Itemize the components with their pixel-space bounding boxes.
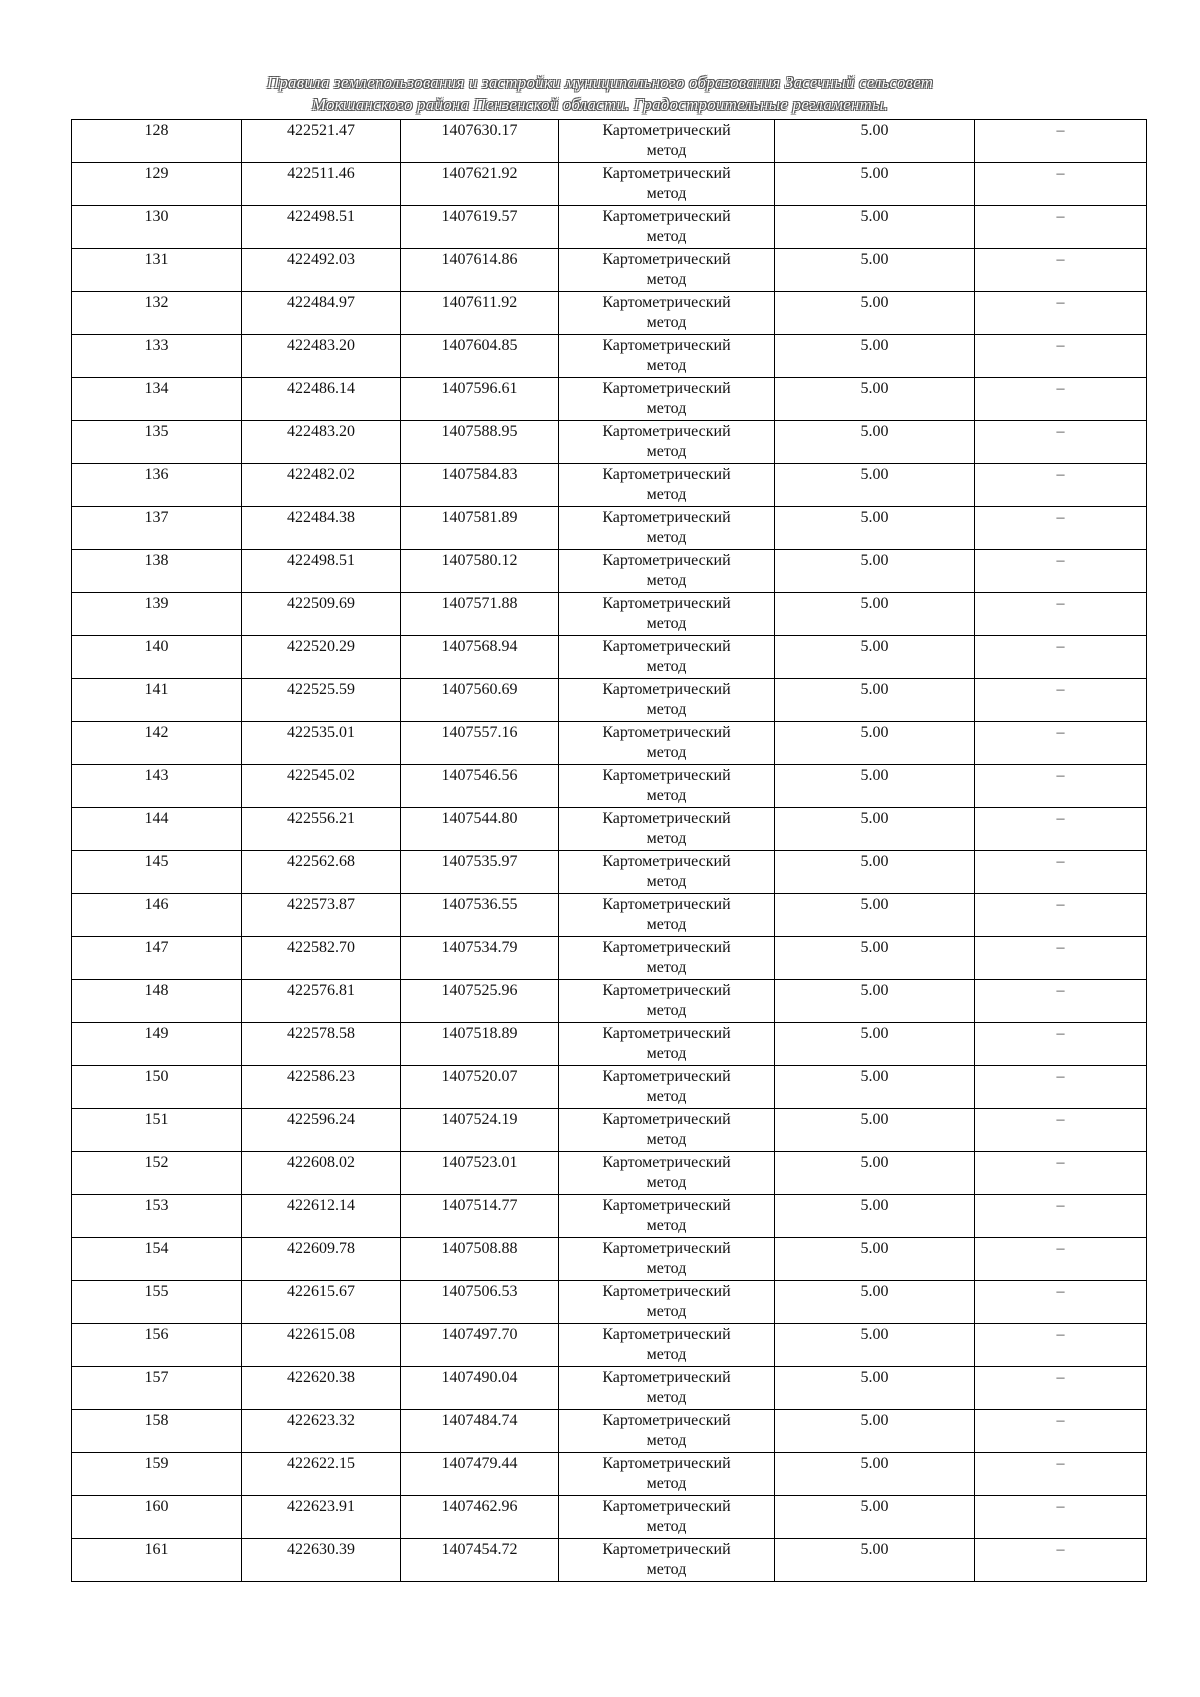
point-number-cell: 158 <box>72 1410 242 1453</box>
point-number-cell: 155 <box>72 1281 242 1324</box>
accuracy-cell: 5.00 <box>775 1066 975 1109</box>
point-number-cell: 135 <box>72 421 242 464</box>
accuracy-cell: 5.00 <box>775 937 975 980</box>
coordinate-x-cell: 422498.51 <box>242 550 401 593</box>
point-number-cell: 134 <box>72 378 242 421</box>
note-cell: – <box>975 120 1147 163</box>
coordinate-y-cell: 1407581.89 <box>401 507 559 550</box>
table-row <box>72 1496 1147 1539</box>
point-number-cell: 131 <box>72 249 242 292</box>
method-cell <box>559 636 775 679</box>
point-number-cell: 161 <box>72 1539 242 1582</box>
method-text: Картометрический метод <box>602 423 731 460</box>
table-row <box>72 808 1147 851</box>
accuracy-cell: 5.00 <box>775 894 975 937</box>
coordinate-x-cell: 422486.14 <box>242 378 401 421</box>
coordinate-x-cell: 422535.01 <box>242 722 401 765</box>
method-cell <box>559 335 775 378</box>
method-text: Картометрический метод <box>602 1197 731 1234</box>
note-cell: – <box>975 163 1147 206</box>
header-line-2: Мокшанского района Пензенской области. Градостроительные регламенты. <box>311 95 889 114</box>
coordinate-y-cell: 1407518.89 <box>401 1023 559 1066</box>
accuracy-cell: 5.00 <box>775 1496 975 1539</box>
table-row <box>72 120 1147 163</box>
coordinate-y-cell: 1407621.92 <box>401 163 559 206</box>
table-row <box>72 980 1147 1023</box>
coordinate-x-cell: 422630.39 <box>242 1539 401 1582</box>
method-text: Картометрический метод <box>602 853 731 890</box>
point-number-cell: 149 <box>72 1023 242 1066</box>
point-number-cell: 133 <box>72 335 242 378</box>
method-text: Картометрический метод <box>602 1154 731 1191</box>
note-cell: – <box>975 335 1147 378</box>
method-text: Картометрический метод <box>602 896 731 933</box>
table-row <box>72 679 1147 722</box>
accuracy-cell: 5.00 <box>775 1281 975 1324</box>
coordinate-x-cell: 422576.81 <box>242 980 401 1023</box>
point-number-cell: 146 <box>72 894 242 937</box>
point-number-cell: 144 <box>72 808 242 851</box>
method-text: Картометрический метод <box>602 165 731 202</box>
note-cell: – <box>975 980 1147 1023</box>
note-cell: – <box>975 851 1147 894</box>
accuracy-cell: 5.00 <box>775 593 975 636</box>
table-row <box>72 1152 1147 1195</box>
point-number-cell: 150 <box>72 1066 242 1109</box>
note-cell: – <box>975 1410 1147 1453</box>
method-cell <box>559 937 775 980</box>
method-cell <box>559 464 775 507</box>
coordinate-y-cell: 1407584.83 <box>401 464 559 507</box>
table-row <box>72 378 1147 421</box>
point-number-cell: 153 <box>72 1195 242 1238</box>
method-text: Картометрический метод <box>602 1369 731 1406</box>
table-row <box>72 249 1147 292</box>
point-number-cell: 132 <box>72 292 242 335</box>
point-number-cell: 154 <box>72 1238 242 1281</box>
accuracy-cell: 5.00 <box>775 1410 975 1453</box>
coordinate-y-cell: 1407523.01 <box>401 1152 559 1195</box>
accuracy-cell: 5.00 <box>775 464 975 507</box>
coordinate-y-cell: 1407534.79 <box>401 937 559 980</box>
accuracy-cell: 5.00 <box>775 206 975 249</box>
accuracy-cell: 5.00 <box>775 1238 975 1281</box>
accuracy-cell: 5.00 <box>775 292 975 335</box>
accuracy-cell: 5.00 <box>775 335 975 378</box>
coordinate-x-cell: 422482.02 <box>242 464 401 507</box>
coordinate-y-cell: 1407524.19 <box>401 1109 559 1152</box>
point-number-cell: 157 <box>72 1367 242 1410</box>
table-row <box>72 937 1147 980</box>
coordinate-y-cell: 1407580.12 <box>401 550 559 593</box>
accuracy-cell: 5.00 <box>775 851 975 894</box>
method-text: Картометрический метод <box>602 767 731 804</box>
method-text: Картометрический метод <box>602 208 731 245</box>
point-number-cell: 130 <box>72 206 242 249</box>
accuracy-cell: 5.00 <box>775 1453 975 1496</box>
point-number-cell: 151 <box>72 1109 242 1152</box>
note-cell: – <box>975 894 1147 937</box>
note-cell: – <box>975 1066 1147 1109</box>
table-row <box>72 1367 1147 1410</box>
method-cell <box>559 1238 775 1281</box>
method-cell <box>559 851 775 894</box>
method-text: Картометрический метод <box>602 509 731 546</box>
coordinate-y-cell: 1407588.95 <box>401 421 559 464</box>
coordinate-x-cell: 422609.78 <box>242 1238 401 1281</box>
table-row <box>72 894 1147 937</box>
point-number-cell: 128 <box>72 120 242 163</box>
coordinate-x-cell: 422608.02 <box>242 1152 401 1195</box>
note-cell: – <box>975 1023 1147 1066</box>
accuracy-cell: 5.00 <box>775 249 975 292</box>
coordinate-x-cell: 422511.46 <box>242 163 401 206</box>
note-cell: – <box>975 765 1147 808</box>
method-cell <box>559 1195 775 1238</box>
accuracy-cell: 5.00 <box>775 980 975 1023</box>
method-cell <box>559 249 775 292</box>
method-cell <box>559 1023 775 1066</box>
coordinate-y-cell: 1407484.74 <box>401 1410 559 1453</box>
note-cell: – <box>975 1109 1147 1152</box>
accuracy-cell: 5.00 <box>775 636 975 679</box>
coordinate-x-cell: 422492.03 <box>242 249 401 292</box>
coordinate-x-cell: 422484.97 <box>242 292 401 335</box>
note-cell: – <box>975 593 1147 636</box>
method-cell <box>559 421 775 464</box>
method-cell <box>559 1539 775 1582</box>
method-cell <box>559 1324 775 1367</box>
note-cell: – <box>975 808 1147 851</box>
method-text: Картометрический метод <box>602 1025 731 1062</box>
coordinate-x-cell: 422623.32 <box>242 1410 401 1453</box>
accuracy-cell: 5.00 <box>775 1152 975 1195</box>
coordinate-y-cell: 1407619.57 <box>401 206 559 249</box>
accuracy-cell: 5.00 <box>775 765 975 808</box>
method-text: Картометрический метод <box>602 810 731 847</box>
note-cell: – <box>975 1238 1147 1281</box>
coordinate-y-cell: 1407546.56 <box>401 765 559 808</box>
coordinate-x-cell: 422612.14 <box>242 1195 401 1238</box>
accuracy-cell: 5.00 <box>775 679 975 722</box>
coordinate-x-cell: 422615.08 <box>242 1324 401 1367</box>
method-cell <box>559 1453 775 1496</box>
coordinate-y-cell: 1407611.92 <box>401 292 559 335</box>
note-cell: – <box>975 378 1147 421</box>
point-number-cell: 142 <box>72 722 242 765</box>
method-text: Картометрический метод <box>602 1455 731 1492</box>
note-cell: – <box>975 1453 1147 1496</box>
note-cell: – <box>975 1152 1147 1195</box>
coordinate-x-cell: 422622.15 <box>242 1453 401 1496</box>
coordinate-x-cell: 422596.24 <box>242 1109 401 1152</box>
coordinate-y-cell: 1407571.88 <box>401 593 559 636</box>
coordinate-x-cell: 422562.68 <box>242 851 401 894</box>
note-cell: – <box>975 249 1147 292</box>
point-number-cell: 129 <box>72 163 242 206</box>
method-text: Картометрический метод <box>602 1541 731 1578</box>
accuracy-cell: 5.00 <box>775 808 975 851</box>
coordinate-y-cell: 1407630.17 <box>401 120 559 163</box>
coordinate-y-cell: 1407525.96 <box>401 980 559 1023</box>
note-cell: – <box>975 421 1147 464</box>
coordinate-y-cell: 1407596.61 <box>401 378 559 421</box>
method-cell <box>559 1367 775 1410</box>
note-cell: – <box>975 1195 1147 1238</box>
note-cell: – <box>975 1539 1147 1582</box>
method-text: Картометрический метод <box>602 466 731 503</box>
method-text: Картометрический метод <box>602 1498 731 1535</box>
coordinates-table <box>71 119 1147 1582</box>
table-row <box>72 421 1147 464</box>
point-number-cell: 138 <box>72 550 242 593</box>
note-cell: – <box>975 722 1147 765</box>
note-cell: – <box>975 206 1147 249</box>
header-line-1: Правила землепользования и застройки муниципального образования Засечный сельсовет <box>266 73 934 92</box>
table-row <box>72 1281 1147 1324</box>
coordinate-y-cell: 1407560.69 <box>401 679 559 722</box>
point-number-cell: 160 <box>72 1496 242 1539</box>
note-cell: – <box>975 550 1147 593</box>
point-number-cell: 156 <box>72 1324 242 1367</box>
method-cell <box>559 1410 775 1453</box>
method-text: Картометрический метод <box>602 1068 731 1105</box>
method-cell <box>559 980 775 1023</box>
point-number-cell: 143 <box>72 765 242 808</box>
coordinate-y-cell: 1407604.85 <box>401 335 559 378</box>
coordinate-y-cell: 1407535.97 <box>401 851 559 894</box>
method-cell <box>559 1152 775 1195</box>
coordinate-y-cell: 1407614.86 <box>401 249 559 292</box>
accuracy-cell: 5.00 <box>775 1109 975 1152</box>
method-cell <box>559 507 775 550</box>
coordinate-x-cell: 422615.67 <box>242 1281 401 1324</box>
method-cell <box>559 1109 775 1152</box>
coordinate-x-cell: 422556.21 <box>242 808 401 851</box>
coordinate-x-cell: 422498.51 <box>242 206 401 249</box>
coordinate-y-cell: 1407520.07 <box>401 1066 559 1109</box>
method-cell <box>559 722 775 765</box>
table-row <box>72 593 1147 636</box>
table-row <box>72 765 1147 808</box>
table-row <box>72 163 1147 206</box>
method-text: Картометрический метод <box>602 638 731 675</box>
accuracy-cell: 5.00 <box>775 120 975 163</box>
method-cell <box>559 593 775 636</box>
accuracy-cell: 5.00 <box>775 378 975 421</box>
coordinate-y-cell: 1407490.04 <box>401 1367 559 1410</box>
method-cell <box>559 679 775 722</box>
note-cell: – <box>975 464 1147 507</box>
method-cell <box>559 292 775 335</box>
table-row <box>72 1109 1147 1152</box>
accuracy-cell: 5.00 <box>775 722 975 765</box>
table-row <box>72 335 1147 378</box>
coordinate-y-cell: 1407454.72 <box>401 1539 559 1582</box>
note-cell: – <box>975 1496 1147 1539</box>
coordinate-y-cell: 1407557.16 <box>401 722 559 765</box>
coordinate-x-cell: 422520.29 <box>242 636 401 679</box>
point-number-cell: 140 <box>72 636 242 679</box>
table-row <box>72 851 1147 894</box>
method-cell <box>559 550 775 593</box>
accuracy-cell: 5.00 <box>775 1367 975 1410</box>
method-text: Картометрический метод <box>602 122 731 159</box>
point-number-cell: 152 <box>72 1152 242 1195</box>
coordinate-y-cell: 1407506.53 <box>401 1281 559 1324</box>
table-row <box>72 1539 1147 1582</box>
accuracy-cell: 5.00 <box>775 550 975 593</box>
coordinate-y-cell: 1407497.70 <box>401 1324 559 1367</box>
method-text: Картометрический метод <box>602 982 731 1019</box>
method-text: Картометрический метод <box>602 251 731 288</box>
method-cell <box>559 163 775 206</box>
point-number-cell: 159 <box>72 1453 242 1496</box>
table-row <box>72 1238 1147 1281</box>
method-text: Картометрический метод <box>602 552 731 589</box>
table-row <box>72 1023 1147 1066</box>
point-number-cell: 139 <box>72 593 242 636</box>
note-cell: – <box>975 292 1147 335</box>
table-row <box>72 1195 1147 1238</box>
note-cell: – <box>975 507 1147 550</box>
method-text: Картометрический метод <box>602 337 731 374</box>
table-row <box>72 550 1147 593</box>
table-row <box>72 507 1147 550</box>
coordinate-x-cell: 422573.87 <box>242 894 401 937</box>
note-cell: – <box>975 937 1147 980</box>
point-number-cell: 145 <box>72 851 242 894</box>
note-cell: – <box>975 1324 1147 1367</box>
table-row <box>72 636 1147 679</box>
table-row <box>72 464 1147 507</box>
accuracy-cell: 5.00 <box>775 1324 975 1367</box>
coordinate-x-cell: 422623.91 <box>242 1496 401 1539</box>
coordinate-x-cell: 422484.38 <box>242 507 401 550</box>
table-row <box>72 1453 1147 1496</box>
method-text: Картометрический метод <box>602 1111 731 1148</box>
accuracy-cell: 5.00 <box>775 421 975 464</box>
note-cell: – <box>975 636 1147 679</box>
method-text: Картометрический метод <box>602 939 731 976</box>
note-cell: – <box>975 679 1147 722</box>
method-cell <box>559 1496 775 1539</box>
coordinate-y-cell: 1407479.44 <box>401 1453 559 1496</box>
method-text: Картометрический метод <box>602 294 731 331</box>
accuracy-cell: 5.00 <box>775 163 975 206</box>
point-number-cell: 148 <box>72 980 242 1023</box>
coordinate-x-cell: 422525.59 <box>242 679 401 722</box>
table-row <box>72 1066 1147 1109</box>
coordinate-x-cell: 422578.58 <box>242 1023 401 1066</box>
method-text: Картометрический метод <box>602 724 731 761</box>
method-text: Картометрический метод <box>602 1326 731 1363</box>
point-number-cell: 137 <box>72 507 242 550</box>
method-cell <box>559 1066 775 1109</box>
method-text: Картометрический метод <box>602 1283 731 1320</box>
table-row <box>72 722 1147 765</box>
note-cell: – <box>975 1367 1147 1410</box>
coordinate-y-cell: 1407544.80 <box>401 808 559 851</box>
accuracy-cell: 5.00 <box>775 1539 975 1582</box>
method-cell <box>559 1281 775 1324</box>
method-text: Картометрический метод <box>602 1240 731 1277</box>
method-text: Картометрический метод <box>602 380 731 417</box>
method-text: Картометрический метод <box>602 681 731 718</box>
coordinate-x-cell: 422521.47 <box>242 120 401 163</box>
accuracy-cell: 5.00 <box>775 507 975 550</box>
accuracy-cell: 5.00 <box>775 1023 975 1066</box>
coordinate-x-cell: 422582.70 <box>242 937 401 980</box>
coordinate-y-cell: 1407568.94 <box>401 636 559 679</box>
point-number-cell: 147 <box>72 937 242 980</box>
coordinates-table-body <box>72 120 1147 1582</box>
table-row <box>72 1410 1147 1453</box>
coordinate-x-cell: 422509.69 <box>242 593 401 636</box>
coordinate-y-cell: 1407462.96 <box>401 1496 559 1539</box>
method-text: Картометрический метод <box>602 1412 731 1449</box>
page-header <box>60 72 1140 116</box>
point-number-cell: 141 <box>72 679 242 722</box>
table-row <box>72 1324 1147 1367</box>
coordinate-y-cell: 1407536.55 <box>401 894 559 937</box>
method-text: Картометрический метод <box>602 595 731 632</box>
method-cell <box>559 765 775 808</box>
coordinate-y-cell: 1407514.77 <box>401 1195 559 1238</box>
method-cell <box>559 894 775 937</box>
method-cell <box>559 120 775 163</box>
coordinate-x-cell: 422586.23 <box>242 1066 401 1109</box>
point-number-cell: 136 <box>72 464 242 507</box>
table-row <box>72 206 1147 249</box>
table-row <box>72 292 1147 335</box>
coordinate-x-cell: 422483.20 <box>242 421 401 464</box>
coordinate-x-cell: 422545.02 <box>242 765 401 808</box>
method-cell <box>559 808 775 851</box>
method-cell <box>559 206 775 249</box>
note-cell: – <box>975 1281 1147 1324</box>
method-cell <box>559 378 775 421</box>
coordinate-x-cell: 422620.38 <box>242 1367 401 1410</box>
coordinate-y-cell: 1407508.88 <box>401 1238 559 1281</box>
coordinate-x-cell: 422483.20 <box>242 335 401 378</box>
accuracy-cell: 5.00 <box>775 1195 975 1238</box>
